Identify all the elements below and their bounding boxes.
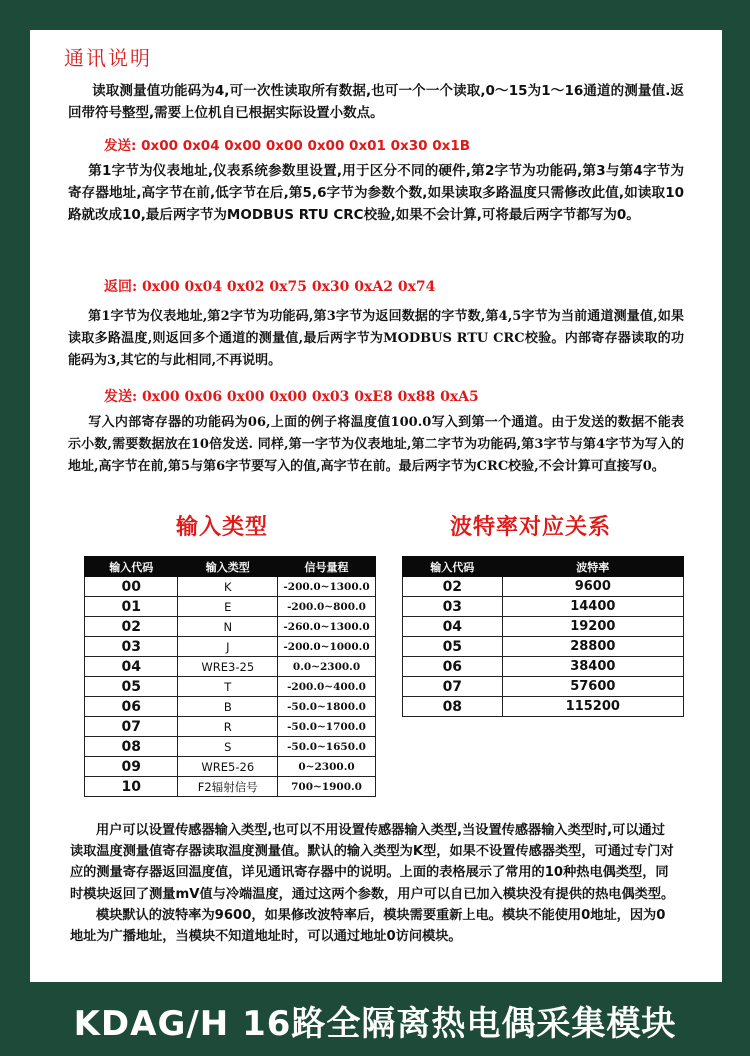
baud-rate-cell: 115200 [502,697,683,717]
input-type-title: 输入类型 [176,515,269,540]
return-description-text: 第1字节为仪表地址,第2字节为功能码,第3字节为返回数据的字节数,第4,5字节为当前通道测量值,如果读取多路温度,则返回多个通道的测量值,最后两字节为MODBUS RTU CRC校验。内部寄存器读取的功能码为3,其它的与此相同,不再说明。 [68,309,684,368]
baud-code-cell: 03 [403,597,503,617]
table-row [85,577,376,597]
input-type-cell: WRE3-25 [178,657,278,677]
table-row [403,577,684,597]
input-header-type: 输入类型 [178,557,278,577]
input-code-cell: 09 [85,757,178,777]
input-type-cell: F2辐射信号 [178,777,278,797]
input-code-cell: 02 [85,617,178,637]
signal-range-cell: -260.0~1300.0 [278,617,376,637]
baud-code-cell: 08 [403,697,503,717]
return-bytes: 0x00 0x04 0x02 0x75 0x30 0xA2 0x74 [142,279,436,295]
input-header-code: 输入代码 [85,557,178,577]
input-type-cell: S [178,737,278,757]
table-row [403,597,684,617]
signal-range-cell: 700~1900.0 [278,777,376,797]
table-row [85,757,376,777]
input-code-cell: 00 [85,577,178,597]
write-description-text: 写入内部寄存器的功能码为06,上面的例子将温度值100.0写入到第一个通道。由于发送的数据不能表示小数,需要数据放在10倍发送. 同样,第一字节为仪表地址,第二字节为功能码,第3字节与第4字节为写入的地址,高字节在前,第5与第6字节要写入的值,高字节在前。最后两字节为CRC校验,不会计算可直接写0。 [68,415,684,474]
table-row [403,677,684,697]
baud-rate-cell: 38400 [502,657,683,677]
input-code-cell: 01 [85,597,178,617]
input-type-cell: N [178,617,278,637]
table-row [85,777,376,797]
usage-notes [70,820,676,947]
table-row [85,657,376,677]
table-row [85,737,376,757]
table-row [85,597,376,617]
send-command-2 [104,386,479,406]
send-description-text: 第1字节为仪表地址,仪表系统参数里设置,用于区分不同的硬件,第2字节为功能码,第3与第4字节为寄存器地址,高字节在前,低字节在后,第5,6字节为参数个数,如果读取多路温度只需修改此值,如读取10路就改成10,最后两字节为MODBUS RTU CRC校验,如果不会计算,可将最后两字节都写为0。 [68,163,684,223]
input-type-cell: K [178,577,278,597]
send-bytes-1: 0x00 0x04 0x00 0x00 0x00 0x01 0x30 0x1B [141,138,471,154]
baud-code-cell: 06 [403,657,503,677]
signal-range-cell: -200.0~400.0 [278,677,376,697]
input-type-cell: T [178,677,278,697]
input-header-range: 信号量程 [278,557,376,577]
baud-rate-cell: 28800 [502,637,683,657]
input-code-cell: 04 [85,657,178,677]
table-row [85,717,376,737]
baud-header-code: 输入代码 [403,557,503,577]
input-type-table [84,556,376,797]
baud-rate-table [402,556,684,717]
signal-range-cell: -50.0~1650.0 [278,737,376,757]
input-code-cell: 05 [85,677,178,697]
input-table-header-row [85,557,376,577]
input-type-cell: J [178,637,278,657]
table-row [85,697,376,717]
baud-rate-cell: 57600 [502,677,683,697]
signal-range-cell: 0~2300.0 [278,757,376,777]
signal-range-cell: -200.0~800.0 [278,597,376,617]
input-code-cell: 08 [85,737,178,757]
baud-rate-cell: 9600 [502,577,683,597]
input-type-cell: B [178,697,278,717]
send-description [68,160,684,226]
input-type-cell: R [178,717,278,737]
signal-range-cell: -50.0~1800.0 [278,697,376,717]
table-row [85,617,376,637]
baud-rate-cell: 19200 [502,617,683,637]
baud-code-cell: 04 [403,617,503,637]
input-code-cell: 03 [85,637,178,657]
send-label-2: 发送: [104,389,138,405]
return-description [68,306,684,372]
product-title: KDAG/H 16路全隔离热电偶采集模块 [73,1004,677,1044]
baud-table-header-row [403,557,684,577]
table-row [403,657,684,677]
send-label-1: 发送: [104,138,137,154]
section-title: 通讯说明 [64,46,152,70]
baud-rate-cell: 14400 [502,597,683,617]
input-type-cell: E [178,597,278,617]
usage-note-sensor-type: 用户可以设置传感器输入类型,也可以不用设置传感器输入类型,当设置传感器输入类型时,可以通过读取温度测量值寄存器读取温度测量值。默认的输入类型为K型，如果不设置传感器类型，可通过专门对应的测量寄存器返回温度值，详见通讯寄存器中的说明。上面的表格展示了常用的10种热电偶类型，同时模块返回了测量mV值与冷端温度，通过这两个参数，用户可以自已加入模块没有提供的热电偶类型。 [70,823,675,902]
usage-note-baud-rate: 模块默认的波特率为9600，如果修改波特率后，模块需要重新上电。模块不能使用0地址，因为0地址为广播地址，当模块不知道地址时，可以通过地址0访问模块。 [70,907,666,945]
table-row [85,637,376,657]
return-command [104,276,435,296]
table-row [85,677,376,697]
signal-range-cell: -200.0~1300.0 [278,577,376,597]
write-description [68,412,684,478]
signal-range-cell: -200.0~1000.0 [278,637,376,657]
baud-code-cell: 02 [403,577,503,597]
read-description-text: 读取测量值功能码为4,可一次性读取所有数据,也可一个一个读取,0～15为1～16通道的测量值.返回带符号整型,需要上位机自已根据实际设置小数点。 [68,83,684,121]
baud-rate-title: 波特率对应关系 [450,515,612,540]
baud-code-cell: 05 [403,637,503,657]
signal-range-cell: -50.0~1700.0 [278,717,376,737]
send-bytes-2: 0x00 0x06 0x00 0x00 0x03 0xE8 0x88 0xA5 [142,389,479,405]
input-code-cell: 06 [85,697,178,717]
table-row [403,637,684,657]
signal-range-cell: 0.0~2300.0 [278,657,376,677]
input-type-cell: WRE5-26 [178,757,278,777]
table-row [403,697,684,717]
table-row [403,617,684,637]
baud-code-cell: 07 [403,677,503,697]
return-label: 返回: [104,279,138,295]
input-code-cell: 07 [85,717,178,737]
read-description [68,80,684,124]
input-code-cell: 10 [85,777,178,797]
send-command-1 [104,134,470,154]
baud-header-rate: 波特率 [502,557,683,577]
